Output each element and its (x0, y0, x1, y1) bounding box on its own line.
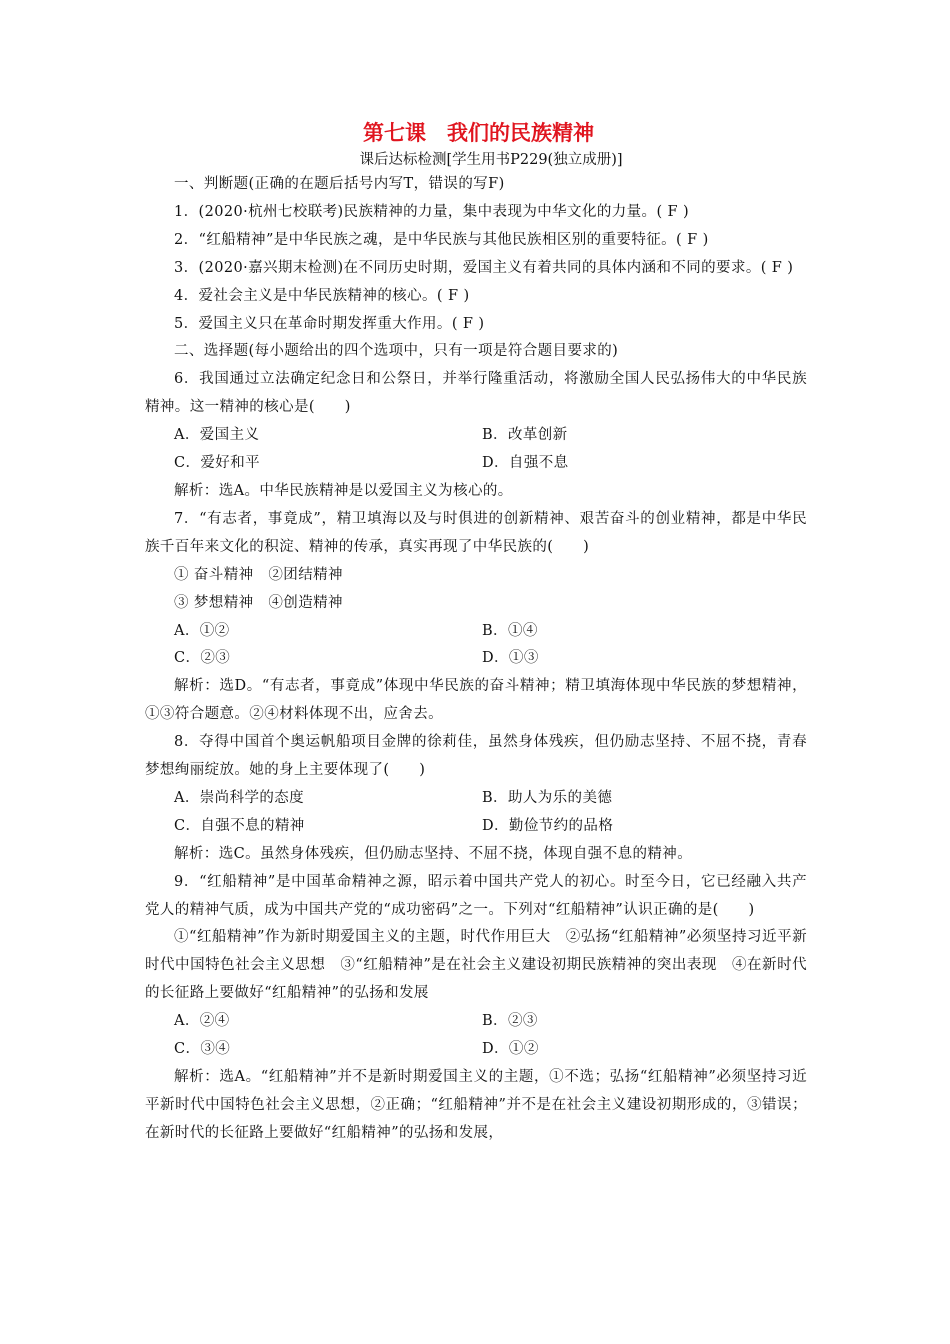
question-7-stem: 7．“有志者，事竟成”，精卫填海以及与时俱进的创新精神、艰苦奋斗的创业精神，都是中华民族千百年来文化的积淀、精神的传承，真实再现了中华民族的( ) (145, 510, 807, 555)
question-7-options-row-2 (145, 645, 807, 673)
question-6-stem: 6．我国通过立法确定纪念日和公祭日，并举行隆重活动，将激励全国人民弘扬伟大的中华民族精神。这一精神的核心是( ) (145, 371, 807, 416)
option-b: B．②③ (482, 1013, 538, 1030)
option-b: B．改革创新 (482, 427, 568, 444)
question-7-items-2: ③ 梦想精神 ④创造精神 (174, 594, 343, 611)
option-d: D．勤俭节约的品格 (482, 817, 614, 834)
option-c: C．②③ (174, 650, 231, 667)
document-page (145, 118, 807, 1148)
question-8-options-row-1 (145, 785, 807, 813)
option-b: B．助人为乐的美德 (482, 789, 613, 806)
option-a: A．①② (174, 622, 230, 639)
option-c: C．爱好和平 (174, 455, 260, 472)
option-d: D．①② (482, 1041, 539, 1058)
judge-item-1: 1．(2020·杭州七校联考)民族精神的力量，集中表现为中华文化的力量。( F ) (174, 203, 690, 220)
section-heading-judge: 一、判断题(正确的在题后括号内写T，错误的写F) (174, 176, 505, 192)
option-d: D．自强不息 (482, 455, 569, 472)
question-8-analysis: 解析：选C。虽然身体残疾，但仍励志坚持、不屈不挠，体现自强不息的精神。 (174, 845, 693, 862)
judge-item-3: 3．(2020·嘉兴期末检测)在不同历史时期，爱国主义有着共同的具体内涵和不同的要求。( F ) (174, 259, 794, 276)
question-9-options-row-2 (145, 1036, 807, 1064)
option-b: B．①④ (482, 622, 538, 639)
question-7-analysis: 解析：选D。“有志者，事竟成”体现中华民族的奋斗精神；精卫填海体现中华民族的梦想精神，①③符合题意。②④材料体现不出，应舍去。 (145, 678, 807, 723)
option-c: C．自强不息的精神 (174, 817, 305, 834)
judge-item-5: 5．爱国主义只在革命时期发挥重大作用。( F ) (174, 315, 485, 332)
question-6-options-row-2 (145, 450, 807, 478)
question-9-options-row-1 (145, 1008, 807, 1036)
question-9-items: ①“红船精神”作为新时期爱国主义的主题，时代作用巨大 ②弘扬“红船精神”必须坚持习近平新时代中国特色社会主义思想 ③“红船精神”是在社会主义建设初期民族精神的突出表现 ④在新时代的长征路上要做好“红船精神”的弘扬和发展 (145, 929, 807, 1002)
question-6-analysis: 解析：选A。中华民族精神是以爱国主义为核心的。 (174, 482, 513, 499)
question-9-analysis: 解析：选A。“红船精神”并不是新时期爱国主义的主题，①不选；弘扬“红船精神”必须坚持习近平新时代中国特色社会主义思想，②正确；“红船精神”并不是在社会主义建设初期形成的，③错误；在新时代的长征路上要做好“红船精神”的弘扬和发展， (145, 1069, 807, 1141)
option-a: A．爱国主义 (174, 427, 260, 444)
judge-item-4: 4．爱社会主义是中华民族精神的核心。( F ) (174, 287, 470, 304)
option-d: D．①③ (482, 650, 539, 667)
question-9-stem: 9．“红船精神”是中国革命精神之源，昭示着中国共产党人的初心。时至今日，它已经融入共产党人的精神气质，成为中国共产党的“成功密码”之一。下列对“红船精神”认识正确的是( ) (145, 873, 807, 918)
question-8-stem: 8．夺得中国首个奥运帆船项目金牌的徐莉佳，虽然身体残疾，但仍励志坚持、不屈不挠，青春梦想绚丽绽放。她的身上主要体现了( ) (145, 734, 807, 779)
page-subtitle: 课后达标检测[学生用书P229(独立成册)] (359, 152, 623, 168)
page-title: 第七课 我们的民族精神 (363, 120, 594, 145)
question-6-options-row-1 (145, 422, 807, 450)
option-a: A．②④ (174, 1013, 230, 1030)
section-heading-choice: 二、选择题(每小题给出的四个选项中，只有一项是符合题目要求的) (174, 343, 619, 360)
question-7-items-1: ① 奋斗精神 ②团结精神 (174, 566, 343, 583)
option-c: C．③④ (174, 1041, 231, 1058)
option-a: A．崇尚科学的态度 (174, 789, 305, 806)
question-7-options-row-1 (145, 618, 807, 646)
question-8-options-row-2 (145, 813, 807, 841)
judge-item-2: 2．“红船精神”是中华民族之魂，是中华民族与其他民族相区别的重要特征。( F ) (174, 231, 709, 248)
